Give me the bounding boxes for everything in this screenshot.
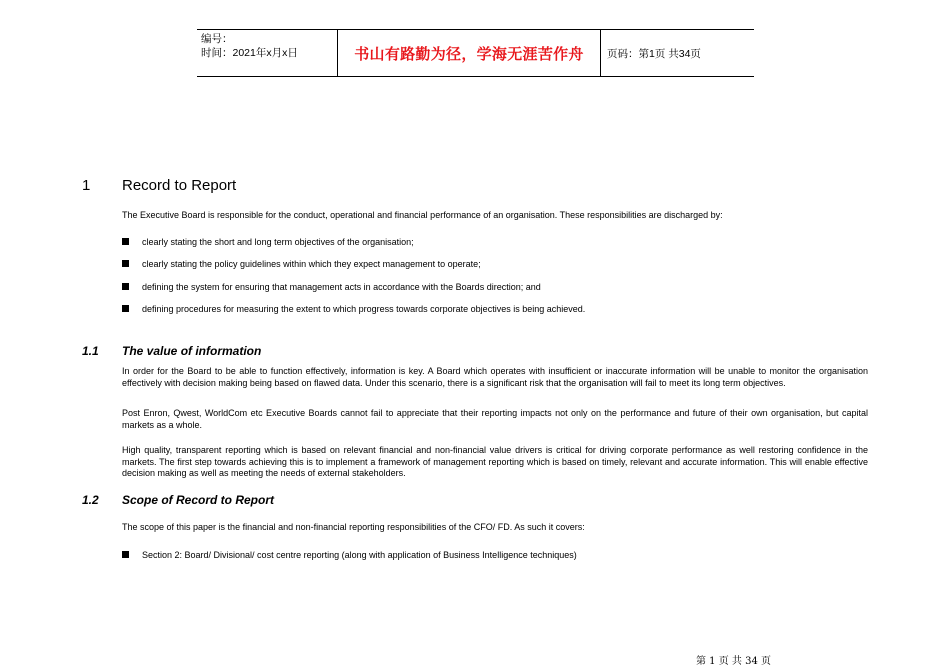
section-1-1-number: 1.1 xyxy=(82,344,99,358)
list-item-text: defining procedures for measuring the extent to which progress towards corporate objectives is being achieved. xyxy=(142,304,586,314)
page-footer: 第 1 页 共 34 页 xyxy=(696,656,771,667)
list-item-text: clearly stating the short and long term objectives of the organisation; xyxy=(142,237,414,247)
list-item-text: clearly stating the policy guidelines within which they expect management to operate; xyxy=(142,259,481,269)
header-page-label: 页码：第1页 共34页 xyxy=(607,47,701,60)
section-1-2-intro: The scope of this paper is the financial and non-financial reporting responsibilities of the CFO/ FD. As such it covers: xyxy=(122,522,585,532)
section-1-1-paragraph: In order for the Board to be able to function effectively, information is key. A Board which operates with insufficient or inaccurate information will be unable to monitor the organisation effectively with decision making being based on flawed data. Under this scenario, there is a significant risk that the organisation will fail to meet its long term objectives. xyxy=(122,366,868,388)
bullet-icon xyxy=(122,283,129,290)
list-item-text: defining the system for ensuring that management acts in accordance with the Boards direction; and xyxy=(142,282,541,292)
section-1-2-number: 1.2 xyxy=(82,493,99,507)
bullet-icon xyxy=(122,260,129,267)
number-label: 编号： xyxy=(201,33,233,45)
section-1-1-title: The value of information xyxy=(122,344,262,358)
list-item-text: Section 2: Board/ Divisional/ cost centre reporting (along with application of Business Intelligence techniques) xyxy=(142,550,577,560)
section-1-number: 1 xyxy=(82,177,91,194)
section-1-title: Record to Report xyxy=(122,177,237,194)
section-1-1-paragraph: High quality, transparent reporting which is based on relevant financial and non-financial value drivers is critical for driving corporate performance as well restoring confidence in the markets. The first step towards achieving this is to implement a framework of management reporting which is based on timely, relevant and accurate information. This will enable effective decision making as well as meeting the needs of external stakeholders. xyxy=(122,445,868,478)
section-1-2-title: Scope of Record to Report xyxy=(122,493,275,507)
section-1-intro: The Executive Board is responsible for the conduct, operational and financial performance of an organisation. These responsibilities are discharged by: xyxy=(122,210,723,220)
bullet-icon xyxy=(122,238,129,245)
page-header xyxy=(197,29,754,77)
header-motto: 书山有路勤为径，学海无涯苦作舟 xyxy=(337,30,601,76)
time-label: 时间：2021年x月x日 xyxy=(201,47,298,59)
header-meta xyxy=(197,30,337,76)
bullet-icon xyxy=(122,551,129,558)
bullet-icon xyxy=(122,305,129,312)
section-1-1-paragraph: Post Enron, Qwest, WorldCom etc Executive Boards cannot fail to appreciate that their reporting impacts not only on the performance and future of their own organisation, but capital markets as a whole. xyxy=(122,408,868,430)
